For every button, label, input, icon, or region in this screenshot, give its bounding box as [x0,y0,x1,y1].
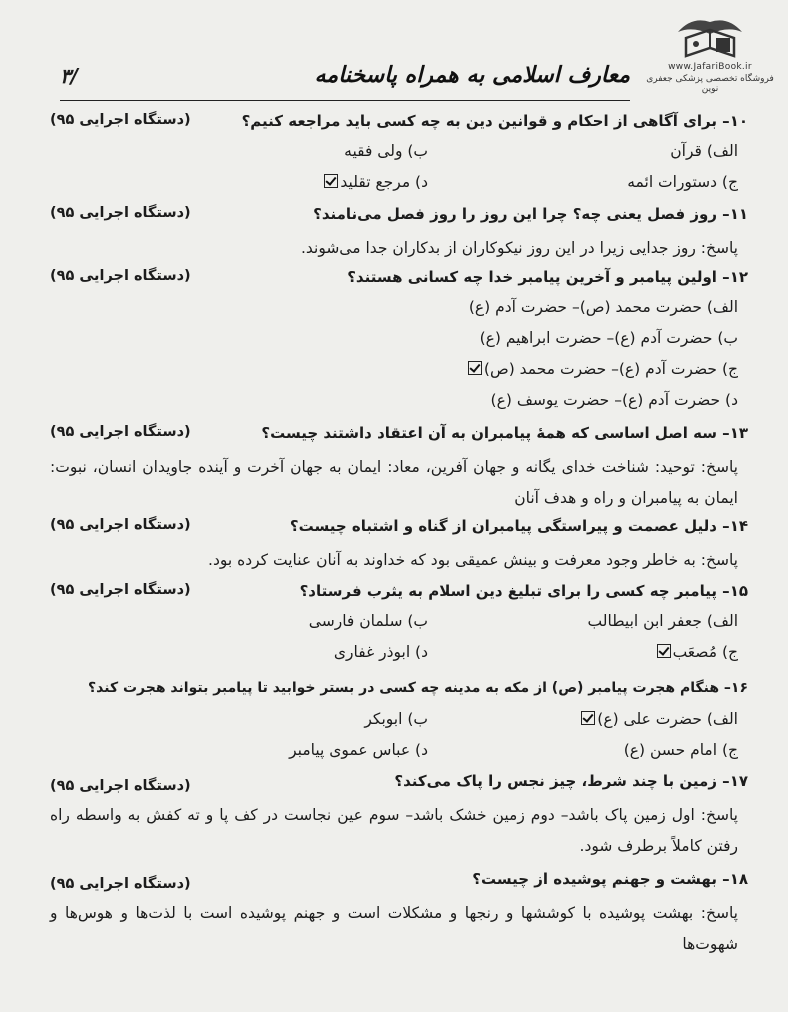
book-title: معارف اسلامی به همراه پاسخنامه [314,62,630,88]
source-tag: (دستگاه اجرایی ۹۵) [50,268,191,284]
option-b: ب) حضرت آدم (ع)– حضرت ابراهیم (ع) [479,329,738,347]
question-16 [50,680,748,770]
page-number: ۳/ [60,64,79,88]
option-d: د) حضرت آدم (ع)– حضرت یوسف (ع) [490,391,738,409]
option-d: د) ابوذر غفاری [333,643,428,661]
option-b: ب) ابوبکر [364,710,428,728]
source-tag: (دستگاه اجرایی ۹۵) [50,424,191,440]
store-name: فروشگاه تخصصی پزشکی جعفری نوین [646,74,774,94]
question-text: ۱۶– هنگام هجرت پیامبر (ص) از مکه به مدینه چه کسی در بستر خوابید تا پیامبر بتواند هجرت کند؟ [88,680,748,696]
question-text: ۱۰– برای آگاهی از احکام و قوانین دین به چه کسی باید مراجعه کنیم؟ [241,112,748,130]
question-text: ۱۷– زمین با چند شرط، چیز نجس را پاک می‌کند؟ [394,772,748,790]
source-tag: (دستگاه اجرایی ۹۵) [50,582,191,598]
option-c: ج) حضرت آدم (ع)– حضرت محمد (ص) [483,360,738,378]
question-10 [50,112,748,202]
checkbox-checked-icon [581,711,595,725]
store-logo [640,8,780,98]
checkbox-checked-icon [324,174,338,188]
source-tag: (دستگاه اجرایی ۹۵) [50,205,191,221]
answer-text: پاسخ: روز جدایی زیرا در این روز نیکوکاران از بدکاران جدا می‌شوند. [300,239,738,257]
source-tag: (دستگاه اجرایی ۹۵) [50,112,191,128]
question-17 [50,772,748,862]
question-text: ۱۲– اولین پیامبر و آخرین پیامبر خدا چه کسانی هستند؟ [347,268,748,286]
question-text: ۱۸– بهشت و جهنم پوشیده از چیست؟ [472,870,748,888]
question-11 [50,205,748,264]
question-18 [50,870,748,960]
answer-text: پاسخ: بهشت پوشیده با کوششها و رنجها و مشکلات است و جهنم پوشیده است با لذت‌ها و هوس‌ها و شهوت‌ها [50,904,738,953]
question-text: ۱۱– روز فصل یعنی چه؟ چرا این روز را روز فصل می‌نامند؟ [313,205,748,223]
store-website: www.JafariBook.ir [668,62,752,72]
answer-text: پاسخ: به خاطر وجود معرفت و بینش عمیقی بود که خداوند به آنان عنایت کرده بود. [208,551,738,569]
checkbox-checked-icon [468,361,482,375]
running-header [60,62,630,98]
option-c: ج) مُصعَب [672,643,738,661]
answer-text: پاسخ: توحید: شناخت خدای یگانه و جهان آفرین، معاد: ایمان به جهان آخرت و آینده جاویدان انسان، نبوت: ایمان به پیامبران و راه و هدف آنان [50,458,738,507]
answer-text: پاسخ: اول زمین پاک باشد– دوم زمین خشک باشد– سوم عین نجاست در کف پا و ته کفش به واسطه راه رفتن کاملاً برطرف شود. [50,806,738,855]
option-c: ج) دستورات ائمه [627,173,738,191]
option-a: الف) جعفر ابن ابیطالب [587,612,738,630]
option-b: ب) سلمان فارسی [308,612,428,630]
header-rule [60,100,630,101]
source-tag: (دستگاه اجرایی ۹۵) [50,778,191,794]
question-13 [50,424,748,514]
option-a: الف) حضرت محمد (ص)– حضرت آدم (ع) [468,298,738,316]
question-15 [50,582,748,672]
checkbox-checked-icon [657,644,671,658]
book-logo-icon [672,8,748,62]
option-a: الف) قرآن [670,142,738,160]
option-c: ج) امام حسن (ع) [623,741,738,759]
question-14 [50,517,748,576]
option-b: ب) ولی فقیه [344,142,428,160]
question-12 [50,268,748,420]
option-d: د) عباس عموی پیامبر [289,741,428,759]
source-tag: (دستگاه اجرایی ۹۵) [50,517,191,533]
question-text: ۱۳– سه اصل اساسی که همهٔ پیامبران به آن اعتقاد داشتند چیست؟ [261,424,748,442]
option-d: د) مرجع تقلید [340,173,428,191]
source-tag: (دستگاه اجرایی ۹۵) [50,876,191,892]
question-text: ۱۴– دلیل عصمت و پیراستگی پیامبران از گناه و اشتباه چیست؟ [289,517,748,535]
question-text: ۱۵– پیامبر چه کسی را برای تبلیغ دین اسلام به یثرب فرستاد؟ [299,582,748,600]
option-a: الف) حضرت علی (ع) [597,710,738,728]
